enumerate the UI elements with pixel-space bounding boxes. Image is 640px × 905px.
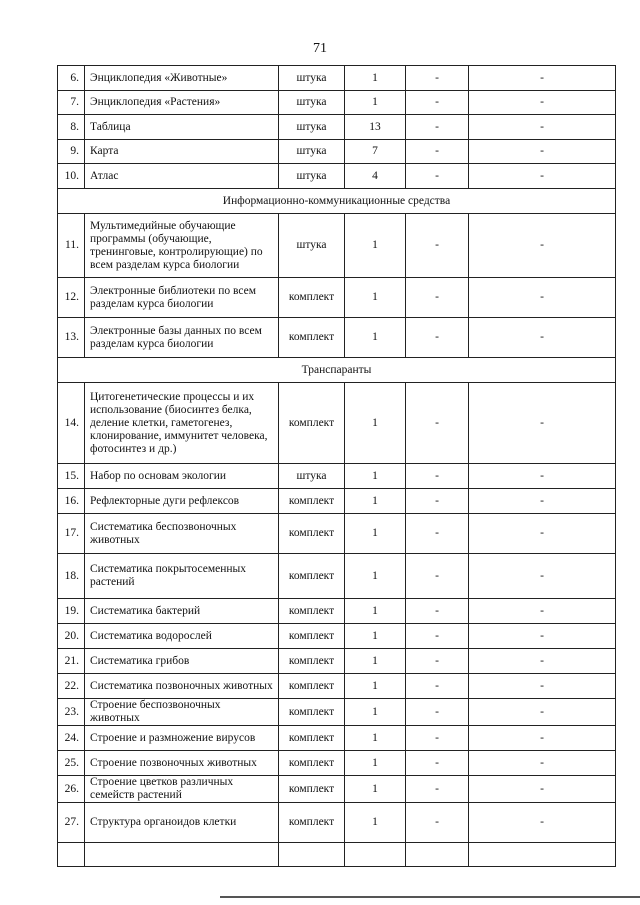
- table-row: [58, 624, 616, 649]
- row-number: 23.: [58, 699, 85, 726]
- item-col5: -: [406, 554, 469, 599]
- item-name: Систематика позвоночных животных: [85, 674, 279, 699]
- row-number: 11.: [58, 214, 85, 278]
- item-name: Строение цветков различных семейств растений: [85, 776, 279, 803]
- item-name: Систематика беспозвоночных животных: [85, 514, 279, 554]
- table-row: [58, 699, 616, 726]
- item-col5: -: [406, 214, 469, 278]
- item-col6: -: [469, 751, 616, 776]
- row-number: 16.: [58, 489, 85, 514]
- item-unit: штука: [279, 66, 345, 91]
- page-number: 71: [313, 41, 327, 56]
- table-row: [58, 599, 616, 624]
- item-col5: -: [406, 726, 469, 751]
- row-number: 20.: [58, 624, 85, 649]
- item-quantity: 1: [345, 489, 406, 514]
- item-unit: штука: [279, 91, 345, 115]
- item-col5: -: [406, 464, 469, 489]
- table-row: [58, 278, 616, 318]
- table-row: [58, 776, 616, 803]
- item-col5: -: [406, 699, 469, 726]
- item-col6: -: [469, 599, 616, 624]
- item-col6: -: [469, 624, 616, 649]
- table-row: [58, 464, 616, 489]
- table-row: [58, 751, 616, 776]
- row-number: 8.: [58, 115, 85, 140]
- item-col6: -: [469, 318, 616, 358]
- item-unit: штука: [279, 115, 345, 140]
- item-col6: -: [469, 91, 616, 115]
- item-col5: -: [406, 383, 469, 464]
- item-name: Систематика бактерий: [85, 599, 279, 624]
- item-col6: -: [469, 514, 616, 554]
- item-quantity: 1: [345, 751, 406, 776]
- item-name: Строение беспозвоночных животных: [85, 699, 279, 726]
- item-unit: комплект: [279, 599, 345, 624]
- item-unit: комплект: [279, 624, 345, 649]
- table-row: [58, 514, 616, 554]
- item-name: Цитогенетические процессы и их использование (биосинтез белка, деление клетки, гаметогенез, клонирование, иммунитет человека, фотосинтез и др.): [85, 383, 279, 464]
- row-number: 17.: [58, 514, 85, 554]
- bottom-rule: [220, 896, 640, 898]
- row-number: 19.: [58, 599, 85, 624]
- item-col6: -: [469, 66, 616, 91]
- table-row: [58, 66, 616, 91]
- item-col5: -: [406, 776, 469, 803]
- item-quantity: 1: [345, 214, 406, 278]
- item-unit: комплект: [279, 674, 345, 699]
- item-name: Электронные библиотеки по всем разделам курса биологии: [85, 278, 279, 318]
- item-quantity: [345, 843, 406, 867]
- item-name: Энциклопедия «Животные»: [85, 66, 279, 91]
- item-col6: -: [469, 699, 616, 726]
- row-number: 18.: [58, 554, 85, 599]
- item-unit: комплект: [279, 318, 345, 358]
- item-quantity: 1: [345, 278, 406, 318]
- table-row: [58, 489, 616, 514]
- item-name: Электронные базы данных по всем разделам курса биологии: [85, 318, 279, 358]
- item-unit: комплект: [279, 278, 345, 318]
- item-col6: -: [469, 464, 616, 489]
- row-number: 25.: [58, 751, 85, 776]
- row-number: 26.: [58, 776, 85, 803]
- item-unit: комплект: [279, 803, 345, 843]
- item-quantity: 1: [345, 66, 406, 91]
- row-number: 27.: [58, 803, 85, 843]
- item-col5: -: [406, 599, 469, 624]
- item-unit: штука: [279, 164, 345, 189]
- item-name: Строение и размножение вирусов: [85, 726, 279, 751]
- table-row: [58, 214, 616, 278]
- item-quantity: 1: [345, 383, 406, 464]
- item-unit: комплект: [279, 726, 345, 751]
- item-unit: штука: [279, 214, 345, 278]
- table-row: [58, 843, 616, 867]
- item-name: Карта: [85, 140, 279, 164]
- item-unit: комплект: [279, 649, 345, 674]
- item-quantity: 1: [345, 599, 406, 624]
- item-quantity: 13: [345, 115, 406, 140]
- item-quantity: 4: [345, 164, 406, 189]
- row-number: [58, 843, 85, 867]
- item-col6: -: [469, 649, 616, 674]
- table-row: [58, 164, 616, 189]
- item-col6: [469, 843, 616, 867]
- item-col6: -: [469, 776, 616, 803]
- row-number: 14.: [58, 383, 85, 464]
- item-quantity: 1: [345, 464, 406, 489]
- item-col5: -: [406, 140, 469, 164]
- item-name: Энциклопедия «Растения»: [85, 91, 279, 115]
- item-col5: -: [406, 674, 469, 699]
- table-row: [58, 554, 616, 599]
- item-col6: -: [469, 164, 616, 189]
- section-row: [58, 189, 616, 214]
- item-quantity: 1: [345, 674, 406, 699]
- row-number: 7.: [58, 91, 85, 115]
- row-number: 15.: [58, 464, 85, 489]
- item-col6: -: [469, 214, 616, 278]
- row-number: 24.: [58, 726, 85, 751]
- item-name: Атлас: [85, 164, 279, 189]
- item-col6: -: [469, 140, 616, 164]
- item-name: Рефлекторные дуги рефлексов: [85, 489, 279, 514]
- item-quantity: 1: [345, 776, 406, 803]
- item-col6: -: [469, 554, 616, 599]
- table-row: [58, 115, 616, 140]
- item-col5: -: [406, 649, 469, 674]
- item-quantity: 1: [345, 803, 406, 843]
- row-number: 12.: [58, 278, 85, 318]
- item-quantity: 1: [345, 514, 406, 554]
- item-name: Систематика грибов: [85, 649, 279, 674]
- row-number: 6.: [58, 66, 85, 91]
- item-col5: -: [406, 514, 469, 554]
- section-title: Транспаранты: [58, 358, 616, 383]
- section-title: Информационно-коммуникационные средства: [58, 189, 616, 214]
- item-name: Структура органоидов клетки: [85, 803, 279, 843]
- table-row: [58, 674, 616, 699]
- row-number: 10.: [58, 164, 85, 189]
- item-unit: комплект: [279, 776, 345, 803]
- item-name: Мультимедийные обучающие программы (обучающие, тренинговые, контролирующие) по всем разделам курса биологии: [85, 214, 279, 278]
- item-col5: -: [406, 803, 469, 843]
- item-name: Таблица: [85, 115, 279, 140]
- item-unit: комплект: [279, 489, 345, 514]
- table-row: [58, 803, 616, 843]
- item-quantity: 1: [345, 726, 406, 751]
- item-col5: -: [406, 489, 469, 514]
- item-quantity: 1: [345, 91, 406, 115]
- row-number: 21.: [58, 649, 85, 674]
- item-quantity: 1: [345, 624, 406, 649]
- item-quantity: 1: [345, 699, 406, 726]
- row-number: 13.: [58, 318, 85, 358]
- item-col5: -: [406, 91, 469, 115]
- table-row: [58, 140, 616, 164]
- item-unit: комплект: [279, 383, 345, 464]
- item-quantity: 7: [345, 140, 406, 164]
- item-col6: -: [469, 278, 616, 318]
- item-quantity: 1: [345, 554, 406, 599]
- item-unit: штука: [279, 140, 345, 164]
- item-name: [85, 843, 279, 867]
- item-col5: -: [406, 278, 469, 318]
- item-name: Систематика покрытосеменных растений: [85, 554, 279, 599]
- section-row: [58, 358, 616, 383]
- item-col5: -: [406, 751, 469, 776]
- table-row: [58, 91, 616, 115]
- item-unit: [279, 843, 345, 867]
- item-col6: -: [469, 383, 616, 464]
- item-col5: -: [406, 115, 469, 140]
- table-row: [58, 726, 616, 751]
- item-name: Строение позвоночных животных: [85, 751, 279, 776]
- item-unit: комплект: [279, 554, 345, 599]
- row-number: 9.: [58, 140, 85, 164]
- item-col5: -: [406, 624, 469, 649]
- item-col6: -: [469, 674, 616, 699]
- item-col5: -: [406, 318, 469, 358]
- table-row: [58, 649, 616, 674]
- equipment-table: [57, 65, 616, 867]
- item-col5: -: [406, 66, 469, 91]
- table-row: [58, 318, 616, 358]
- item-unit: комплект: [279, 514, 345, 554]
- item-col6: -: [469, 803, 616, 843]
- item-col5: -: [406, 164, 469, 189]
- item-col6: -: [469, 115, 616, 140]
- item-col5: [406, 843, 469, 867]
- item-col6: -: [469, 489, 616, 514]
- row-number: 22.: [58, 674, 85, 699]
- item-quantity: 1: [345, 318, 406, 358]
- item-unit: штука: [279, 464, 345, 489]
- item-quantity: 1: [345, 649, 406, 674]
- table-row: [58, 383, 616, 464]
- item-unit: комплект: [279, 751, 345, 776]
- item-name: Набор по основам экологии: [85, 464, 279, 489]
- item-unit: комплект: [279, 699, 345, 726]
- item-col6: -: [469, 726, 616, 751]
- item-name: Систематика водорослей: [85, 624, 279, 649]
